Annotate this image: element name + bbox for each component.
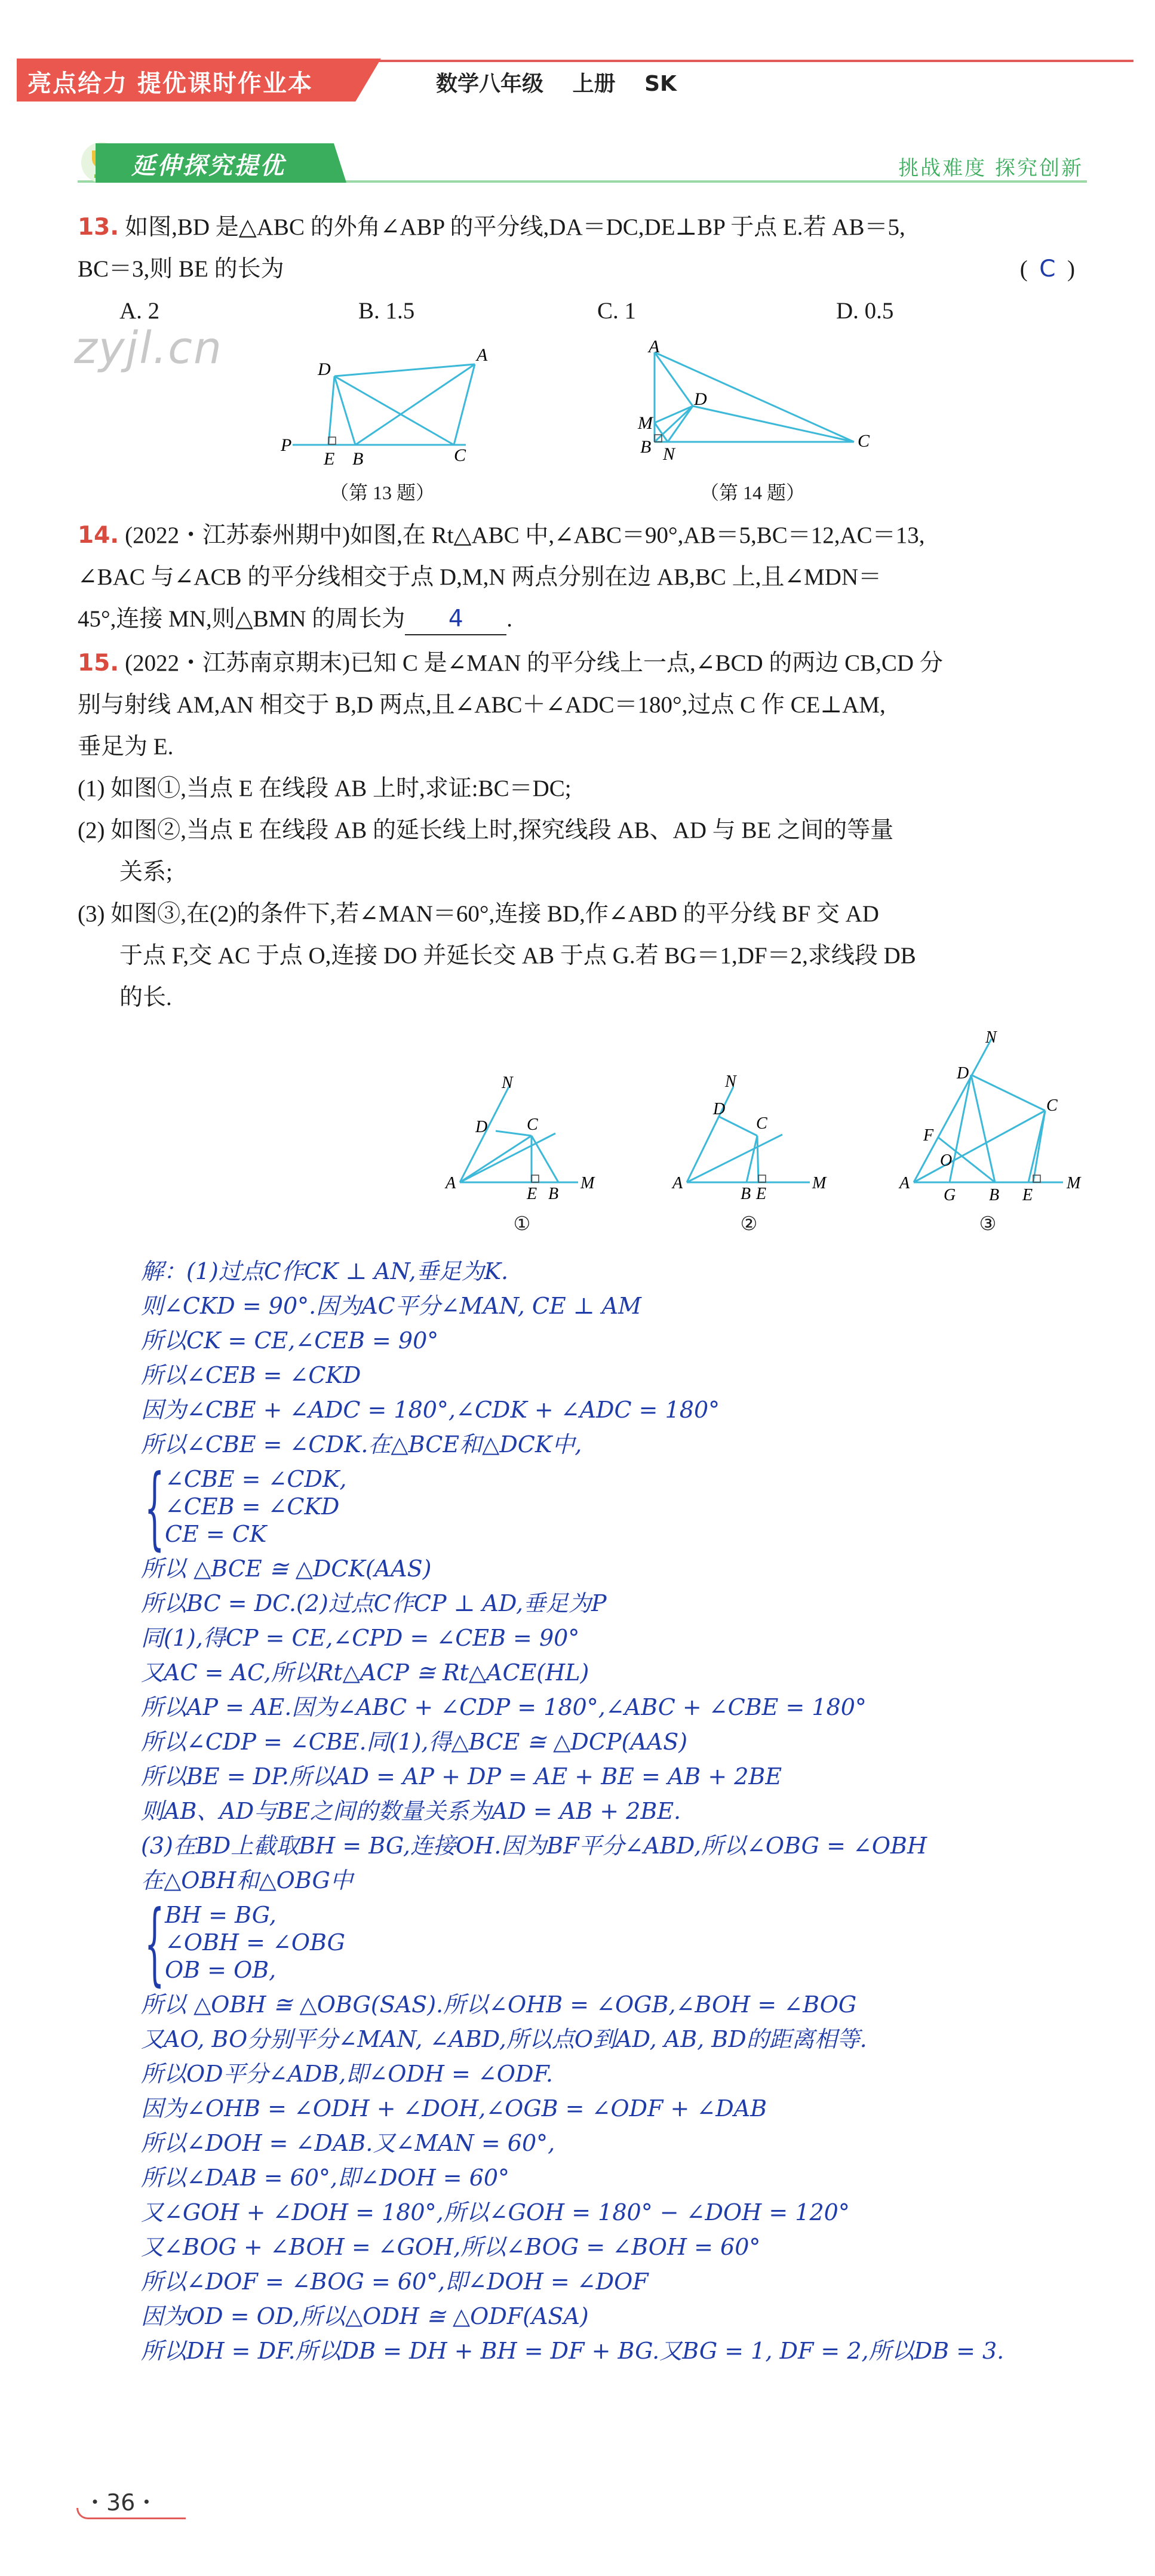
figure-14 bbox=[633, 334, 884, 466]
solution-line: 所以BC = DC.(2)过点C作CP ⊥ AD,垂足为P bbox=[141, 1590, 607, 1616]
label-n: N bbox=[502, 1074, 513, 1092]
solution-line: (3)在BD上截取BH = BG,连接OH.因为BF平分∠ABD,所以∠OBG = ∠OBH bbox=[141, 1833, 927, 1859]
label-m: M bbox=[580, 1174, 595, 1192]
q14-period: . bbox=[506, 606, 513, 632]
label-c: C bbox=[756, 1114, 767, 1133]
condition: BH = BG, bbox=[165, 1902, 277, 1928]
option-b: B. 1.5 bbox=[358, 298, 415, 324]
figure-13-caption: （第 13 题） bbox=[329, 482, 435, 503]
figure-15-3-caption: ③ bbox=[979, 1213, 997, 1234]
label-e: E bbox=[756, 1185, 767, 1203]
question-15 bbox=[78, 643, 1087, 1019]
condition: CE = CK bbox=[165, 1521, 267, 1547]
label-o: O bbox=[940, 1151, 953, 1170]
q15-part2-cont: 关系; bbox=[119, 859, 173, 885]
label-d: D bbox=[713, 1100, 726, 1118]
label-a: A bbox=[446, 1174, 456, 1192]
watermark: zyjl.cn bbox=[74, 322, 223, 374]
solution-line: 则∠CKD = 90°.因为AC平分∠MAN, CE ⊥ AM bbox=[141, 1293, 641, 1319]
congruence-conditions-1 bbox=[141, 1456, 1108, 1560]
label-d: D bbox=[957, 1064, 969, 1083]
label-a: A bbox=[672, 1174, 683, 1192]
label-f: F bbox=[923, 1126, 934, 1145]
solution-line: 因为∠OHB = ∠ODH + ∠DOH,∠OGB = ∠ODF + ∠DAB bbox=[141, 2095, 767, 2122]
condition: ∠CBE = ∠CDK, bbox=[165, 1466, 347, 1492]
label-e: E bbox=[1022, 1186, 1033, 1204]
figure-15-2-caption: ② bbox=[740, 1213, 758, 1234]
solution-line: 又∠GOH + ∠DOH = 180°,所以∠GOH = 180° − ∠DOH = 120° bbox=[141, 2199, 850, 2225]
page-number: ・36・ bbox=[84, 2489, 158, 2516]
solution-line: 所以 △BCE ≅ △DCK(AAS) bbox=[141, 1556, 432, 1582]
label-b: B bbox=[741, 1185, 751, 1203]
q13-stem-line1: 如图,BD 是△ABC 的外角∠ABP 的平分线,DA＝DC,DE⊥BP 于点 E.若 AB＝5, bbox=[125, 214, 905, 240]
figure-15-1-caption: ① bbox=[513, 1213, 531, 1234]
solution-line: 又∠BOG + ∠BOH = ∠GOH,所以∠BOG = ∠BOH = 60° bbox=[141, 2234, 761, 2260]
solution-line: 因为∠CBE + ∠ADC = 180°,∠CDK + ∠ADC = 180° bbox=[141, 1397, 720, 1423]
figure-15-3 bbox=[896, 1027, 1099, 1206]
q15-stem-line3: 垂足为 E. bbox=[78, 734, 174, 760]
label-d: D bbox=[694, 389, 707, 409]
brace: { bbox=[145, 1892, 165, 1996]
label-c: C bbox=[454, 445, 466, 465]
q13-stem-line2: BC＝3,则 BE 的长为 bbox=[78, 256, 284, 282]
book-info bbox=[436, 67, 698, 97]
solution-line: 所以OD平分∠ADB,即∠ODH = ∠ODF. bbox=[141, 2061, 553, 2087]
label-e: E bbox=[324, 449, 335, 466]
solution-line: 所以∠CBE = ∠CDK.在△BCE和△DCK中, bbox=[141, 1431, 582, 1458]
condition: OB = OB, bbox=[165, 1957, 277, 1983]
solution bbox=[141, 1254, 1108, 2368]
question-13 bbox=[78, 207, 1087, 332]
solution-line: 解：(1)过点C作CK ⊥ AN,垂足为K. bbox=[141, 1258, 509, 1284]
label-n: N bbox=[663, 444, 675, 464]
q15-part3: (3) 如图③,在(2)的条件下,若∠MAN＝60°,连接 BD,作∠ABD 的平分线 BF 交 AD bbox=[78, 901, 879, 927]
solution-line: 又AC = AC,所以Rt△ACP ≅ Rt△ACE(HL) bbox=[141, 1659, 589, 1686]
section-subtitle: 挑战难度 探究创新 bbox=[898, 156, 1083, 180]
solution-line: 所以BE = DP.所以AD = AP + DP = AE + BE = AB + 2BE bbox=[141, 1763, 782, 1790]
q15-part1: (1) 如图①,当点 E 在线段 AB 上时,求证:BC＝DC; bbox=[78, 776, 572, 801]
question-number: 14. bbox=[78, 522, 119, 549]
solution-line: 所以 △OBH ≅ △OBG(SAS).所以∠OHB = ∠OGB,∠BOH = ∠BOG bbox=[141, 1991, 857, 2018]
label-d: D bbox=[318, 359, 331, 379]
condition: ∠OBH = ∠OBG bbox=[165, 1929, 346, 1956]
congruence-conditions-2 bbox=[141, 1892, 1108, 1996]
option-d: D. 0.5 bbox=[836, 298, 894, 324]
figure-13 bbox=[281, 334, 520, 466]
solution-line: 所以∠DAB = 60°,即∠DOH = 60° bbox=[141, 2165, 510, 2191]
label-c: C bbox=[527, 1115, 538, 1134]
question-number: 15. bbox=[78, 650, 119, 677]
solution-line: 所以DH = DF.所以DB = DH + BH = DF + BG.又BG = 1, DF = 2,所以DB = 3. bbox=[141, 2338, 1005, 2364]
question-number: 13. bbox=[78, 214, 119, 241]
solution-line: 同(1),得CP = CE,∠CPD = ∠CEB = 90° bbox=[141, 1625, 580, 1651]
q15-stem-line1: (2022・江苏南京期末)已知 C 是∠MAN 的平分线上一点,∠BCD 的两边 CB,CD 分 bbox=[125, 650, 943, 676]
label-a: A bbox=[649, 337, 660, 356]
figure-15-2 bbox=[669, 1069, 836, 1206]
solution-line: 因为OD = OD,所以△ODH ≅ △ODF(ASA) bbox=[141, 2303, 589, 2329]
q14-stem-line1: (2022・江苏泰州期中)如图,在 Rt△ABC 中,∠ABC＝90°,AB＝5,BC＝12,AC＝13, bbox=[125, 522, 925, 548]
book-subject: 数学八年级 bbox=[436, 72, 544, 96]
book-edition: SK bbox=[644, 72, 677, 96]
solution-line: 所以AP = AE.因为∠ABC + ∠CDP = 180°,∠ABC + ∠CBE = 180° bbox=[141, 1694, 867, 1720]
label-b: B bbox=[989, 1186, 1000, 1204]
q14-stem-line3: 45°,连接 MN,则△BMN 的周长为 bbox=[78, 606, 406, 632]
option-c: C. 1 bbox=[597, 298, 637, 324]
q14-stem-line2: ∠BAC 与∠ACB 的平分线相交于点 D,M,N 两点分别在边 AB,BC 上,且∠MDN＝ bbox=[78, 564, 882, 590]
solution-line: 所以∠CEB = ∠CKD bbox=[141, 1362, 361, 1388]
label-d: D bbox=[475, 1118, 488, 1136]
label-m: M bbox=[812, 1174, 827, 1192]
solution-line: 则AB、AD与BE之间的数量关系为AD = AB + 2BE. bbox=[141, 1798, 681, 1824]
label-n: N bbox=[985, 1028, 997, 1047]
solution-line: 在△OBH和△OBG中 bbox=[141, 1867, 353, 1893]
q15-part3-cont2: 的长. bbox=[119, 985, 172, 1010]
q15-stem-line2: 别与射线 AM,AN 相交于 B,D 两点,且∠ABC＋∠ADC＝180°,过点 C 作 CE⊥AM, bbox=[78, 692, 886, 718]
question-14 bbox=[78, 515, 1087, 640]
q14-answer-blank: 4 bbox=[405, 604, 506, 635]
label-b: B bbox=[548, 1185, 559, 1203]
label-e: E bbox=[527, 1185, 537, 1203]
label-p: P bbox=[281, 435, 292, 455]
option-a: A. 2 bbox=[119, 298, 160, 324]
q13-answer-bracket: ( C ) bbox=[1019, 256, 1075, 282]
label-a: A bbox=[477, 345, 488, 365]
label-b: B bbox=[640, 437, 652, 457]
solution-line: 所以∠DOF = ∠BOG = 60°,即∠DOH = ∠DOF bbox=[141, 2268, 649, 2295]
brace: { bbox=[145, 1456, 165, 1560]
label-n: N bbox=[725, 1072, 736, 1091]
figure-14-caption: （第 14 题） bbox=[699, 482, 805, 503]
solution-line: 又AO, BO分别平分∠MAN, ∠ABD,所以点O到AD, AB, BD的距离相等. bbox=[141, 2026, 867, 2052]
condition: ∠CEB = ∠CKD bbox=[165, 1493, 340, 1520]
solution-line: 所以∠DOH = ∠DAB.又∠MAN = 60°, bbox=[141, 2130, 555, 2156]
q13-answer: C bbox=[1039, 256, 1056, 282]
label-g: G bbox=[944, 1186, 956, 1204]
solution-line: 所以∠CDP = ∠CBE.同(1),得△BCE ≅ △DCP(AAS) bbox=[141, 1729, 688, 1755]
label-c: C bbox=[858, 431, 870, 451]
solution-line: 所以CK = CE,∠CEB = 90° bbox=[141, 1327, 439, 1354]
series-title: 亮点给力 提优课时作业本 bbox=[27, 70, 313, 97]
label-c: C bbox=[1046, 1096, 1058, 1115]
book-volume: 上册 bbox=[572, 72, 616, 96]
q15-part3-cont1: 于点 F,交 AC 于点 O,连接 DO 并延长交 AB 于点 G.若 BG＝1,DF＝2,求线段 DB bbox=[119, 943, 916, 969]
section-title: 延伸探究提优 bbox=[131, 152, 285, 180]
q13-options bbox=[78, 290, 1087, 332]
q15-part2: (2) 如图②,当点 E 在线段 AB 的延长线上时,探究线段 AB、AD 与 BE 之间的等量 bbox=[78, 817, 894, 843]
label-b: B bbox=[352, 449, 364, 466]
label-m: M bbox=[1067, 1174, 1081, 1192]
figure-15-1 bbox=[442, 1069, 609, 1206]
label-a: A bbox=[899, 1174, 910, 1192]
label-m: M bbox=[638, 413, 653, 433]
